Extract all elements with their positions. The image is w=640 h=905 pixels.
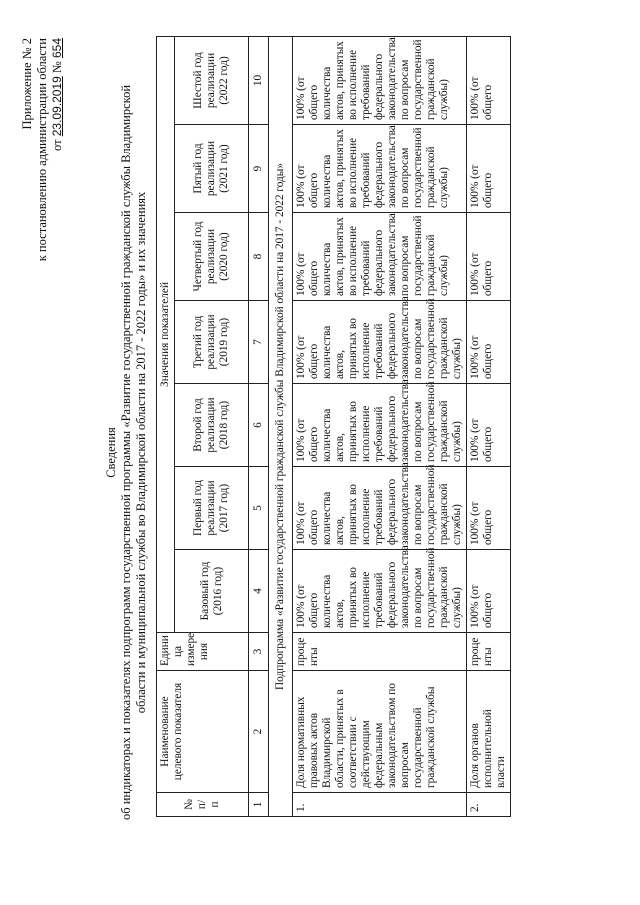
indicator-unit: проце нты	[293, 633, 467, 671]
value-year-1: 100% (от общего количества актов, принятых во исполнение требований федерального законодательства по вопросам государственной гражданской службы)	[293, 467, 467, 550]
header-name: Наименование целевого показателя	[157, 671, 249, 793]
heading-title: Сведения	[104, 427, 118, 478]
value-year-6: 100% (от общего	[467, 36, 511, 124]
value-year-2: 100% (от общего количества актов, принятых во исполнение требований федерального законодательства по вопросам государственной гражданской службы)	[293, 384, 467, 467]
heading-line-2: области и муниципальной службы во Владимирской области на 2017 - 2022 годы» и их значениях	[134, 191, 148, 714]
value-base-year: 100% (от общего количества актов, принятых во исполнение требований федерального законодательства по вопросам государственной гражданской службы)	[293, 550, 467, 633]
header-values-group: Значения показателей	[157, 36, 175, 632]
table-row	[467, 36, 511, 816]
column-number: 8	[249, 213, 269, 301]
subprogram-title: Подпрограмма «Развитие государственной гражданской службы Владимирской области на 2017 - 2022 годы»	[269, 36, 293, 816]
appendix-from: от	[50, 139, 64, 151]
value-year-4: 100% (от общего	[467, 213, 511, 301]
indicator-unit: проце нты	[467, 633, 511, 671]
column-number: 4	[249, 550, 269, 633]
header-no: № п/п	[157, 793, 249, 817]
column-number: 5	[249, 467, 269, 550]
header-year-4: Четвертый год реализации (2020 год)	[175, 213, 249, 301]
indicator-name: Доля нормативных правовых актов Владимирской области, принятых в соответствии с действующим федеральным законодательством по вопросам государственной гражданской службы	[293, 671, 467, 793]
header-unit: Едини ца измере ния	[157, 633, 249, 671]
column-number: 1	[249, 793, 269, 817]
value-year-5: 100% (от общего количества актов, принятых во исполнение требований федерального законодательства по вопросам государственной гражданской службы)	[293, 125, 467, 213]
appendix-number: 654	[50, 38, 64, 59]
indicator-name: Доля органов исполнительной власти	[467, 671, 511, 793]
indicators-table	[156, 36, 511, 817]
row-number: 2.	[467, 793, 511, 817]
column-number: 3	[249, 633, 269, 671]
appendix-date: 23.09.2019	[50, 76, 64, 137]
appendix-title: Приложение № 2	[20, 38, 34, 130]
column-number: 6	[249, 384, 269, 467]
value-year-3: 100% (от общего количества актов, принятых во исполнение требований федерального законодательства по вопросам государственной гражданской службы)	[293, 301, 467, 384]
table-row	[293, 36, 467, 816]
value-year-5: 100% (от общего	[467, 125, 511, 213]
appendix-block	[20, 38, 65, 261]
column-number-row	[249, 36, 269, 816]
heading-line-1: об индикаторах и показателях подпрограмм государственной программы «Развитие государственной гражданской службы Владимирской	[119, 84, 133, 821]
row-number: 1.	[293, 793, 467, 817]
subprogram-row	[269, 36, 293, 816]
document-heading	[104, 0, 149, 905]
appendix-number-sign: №	[50, 61, 64, 74]
value-year-3: 100% (от общего	[467, 301, 511, 384]
header-year-1: Первый год реализации (2017 год)	[175, 467, 249, 550]
column-number: 9	[249, 125, 269, 213]
column-number: 7	[249, 301, 269, 384]
header-base-year: Базовый год (2016 год)	[175, 550, 249, 633]
header-row-1	[157, 36, 175, 816]
value-year-6: 100% (от общего количества актов, принятых во исполнение требований федерального законодательства по вопросам государственной гражданской службы)	[293, 36, 467, 124]
header-year-3: Третий год реализации (2019 год)	[175, 301, 249, 384]
header-year-5: Пятый год реализации (2021 год)	[175, 125, 249, 213]
appendix-date-line	[50, 38, 65, 261]
appendix-decree-line: к постановлению администрации области	[35, 38, 49, 262]
value-year-1: 100% (от общего	[467, 467, 511, 550]
value-year-2: 100% (от общего	[467, 384, 511, 467]
value-year-4: 100% (от общего количества актов, принятых во исполнение требований федерального законодательства по вопросам государственной гражданской службы)	[293, 213, 467, 301]
header-year-2: Второй год реализации (2018 год)	[175, 384, 249, 467]
header-year-6: Шестой год реализации (2022 год)	[175, 36, 249, 124]
value-base-year: 100% (от общего	[467, 550, 511, 633]
column-number: 2	[249, 671, 269, 793]
column-number: 10	[249, 36, 269, 124]
